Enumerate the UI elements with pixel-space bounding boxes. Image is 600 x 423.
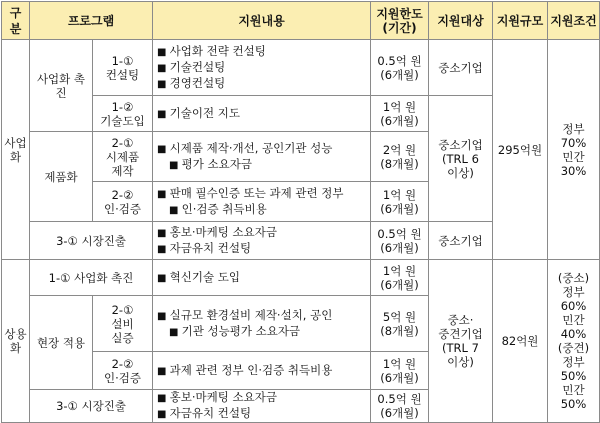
header-category: 구분 [2,2,30,40]
limit-facility-demo: 5억 원 (8개월) [371,296,429,352]
program-market-entry-2: 3-① 시장진출 [30,390,153,423]
content-innovative-tech: ■ 혁신기술 도입 [153,260,371,296]
content-gov-certification: ■ 과제 관련 정부 인·검증 취득비용 [153,352,371,390]
group-field-application: 현장 적용 [30,296,93,390]
content-facility-demo: ■ 실규모 환경설비 제작·설치, 공인 ■ 기관 성능평가 소요자금 [153,296,371,352]
limit-market-entry-2: 0.5억 원 (6개월) [371,390,429,423]
limit-tech-adoption: 1억 원 (6개월) [371,96,429,132]
target-sme-bottom: 중소기업 [429,222,493,260]
group-productization: 제품화 [30,132,93,222]
limit-consulting: 0.5억 원 (6개월) [371,40,429,96]
program-prototype: 2-① 시제품 제작 [93,132,153,182]
program-consulting: 1-① 컨설팅 [93,40,153,96]
target-sme-midsize: 중소· 중견기업 (TRL 7 이상) [429,260,493,423]
target-sme-top: 중소기업 [429,40,493,96]
header-condition: 지원조건 [548,2,600,40]
content-prototype: ■ 시제품 제작·개선, 공인기관 성능 ■ 평가 소요자금 [153,132,371,182]
header-scale: 지원규모 [493,2,548,40]
content-certification: ■ 판매 필수인증 또는 과제 관련 정부 ■ 인·검증 취득비용 [153,182,371,222]
header-target: 지원대상 [429,2,493,40]
category-commercial-use: 상용화 [2,260,30,423]
group-commercialization-promotion: 사업화 촉진 [30,40,93,132]
scale-section1: 295억원 [493,40,548,260]
content-market-entry: ■ 홍보·마케팅 소요자금 ■ 자금유치 컨설팅 [153,222,371,260]
content-consulting: ■ 사업화 전략 컨설팅 ■ 기술컨설팅 ■ 경영컨설팅 [153,40,371,96]
program-gov-certification: 2-② 인·검증 [93,352,153,390]
header-program: 프로그램 [30,2,153,40]
program-certification: 2-② 인·검증 [93,182,153,222]
content-tech-adoption: ■ 기술이전 지도 [153,96,371,132]
limit-prototype: 2억 원 (8개월) [371,132,429,182]
condition-section2: (중소) 정부 60% 민간 40% (중견) 정부 50% 민간 50% [548,260,600,423]
program-commercialization-promotion: 1-① 사업화 촉진 [30,260,153,296]
limit-market-entry: 0.5억 원 (6개월) [371,222,429,260]
header-limit: 지원한도 (기간) [371,2,429,40]
program-tech-adoption: 1-② 기술도입 [93,96,153,132]
category-commercialization: 사업화 [2,40,30,260]
limit-innovative-tech: 1억 원 (6개월) [371,260,429,296]
content-market-entry-2: ■ 홍보·마케팅 소요자금 ■ 자금유치 컨설팅 [153,390,371,423]
program-facility-demo: 2-① 설비 실증 [93,296,153,352]
header-content: 지원내용 [153,2,371,40]
condition-section1: 정부 70% 민간 30% [548,40,600,260]
limit-certification: 1억 원 (6개월) [371,182,429,222]
support-program-table [1,1,600,423]
target-sme-trl6: 중소기업 (TRL 6 이상) [429,96,493,222]
program-market-entry: 3-① 시장진출 [30,222,153,260]
limit-gov-certification: 1억 원 (6개월) [371,352,429,390]
scale-section2: 82억원 [493,260,548,423]
